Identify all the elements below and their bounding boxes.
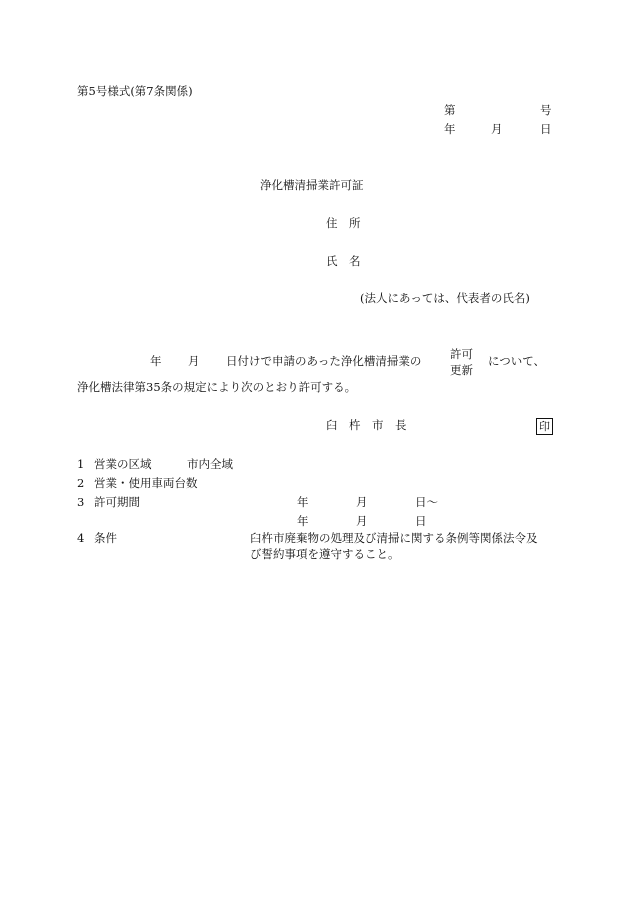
item1-number: 1 [77, 457, 85, 471]
item3-to-year: 年 [297, 514, 309, 528]
option-renew: 更新 [450, 363, 473, 377]
item3-from-month: 月 [356, 495, 368, 509]
body-month: 月 [188, 354, 200, 368]
date-year: 年 [444, 122, 456, 136]
item4-condition-line1: 臼杵市廃棄物の処理及び清掃に関する条例等関係法令及 [250, 531, 538, 545]
body-year: 年 [150, 354, 162, 368]
item1-value: 市内全域 [187, 457, 233, 471]
item3-number: 3 [77, 495, 85, 509]
corporate-note: (法人にあっては、代表者の氏名) [360, 291, 530, 305]
item4-number: 4 [77, 531, 85, 545]
page-title: 浄化槽清掃業許可証 [260, 178, 364, 192]
body-line2: 浄化槽法律第35条の規定により次のとおり許可する。 [77, 380, 357, 394]
item3-label: 許可期間 [94, 495, 140, 509]
item3-from-day: 日〜 [415, 495, 438, 509]
seal-stamp: 印 [536, 418, 553, 435]
item2-number: 2 [77, 476, 85, 490]
number-dai: 第 [444, 103, 456, 117]
item3-to-month: 月 [356, 514, 368, 528]
item4-condition-line2: び誓約事項を遵守すること。 [250, 547, 400, 561]
item1-label: 営業の区域 [94, 457, 152, 471]
date-month: 月 [491, 122, 503, 136]
name-label: 氏 名 [326, 254, 361, 268]
body-dated-text: 日付けで申請のあった浄化槽清掃業の [226, 354, 422, 368]
body-about: について、 [488, 354, 546, 368]
item3-from-year: 年 [297, 495, 309, 509]
mayor-title: 臼 杵 市 長 [326, 418, 407, 432]
option-permit: 許可 [450, 347, 473, 361]
address-label: 住 所 [326, 216, 361, 230]
form-label: 第5号様式(第7条関係) [77, 84, 193, 98]
item4-label: 条件 [94, 531, 117, 545]
date-day: 日 [540, 122, 552, 136]
item2-label: 営業・使用車両台数 [94, 476, 198, 490]
number-go: 号 [540, 103, 552, 117]
item3-to-day: 日 [415, 514, 427, 528]
